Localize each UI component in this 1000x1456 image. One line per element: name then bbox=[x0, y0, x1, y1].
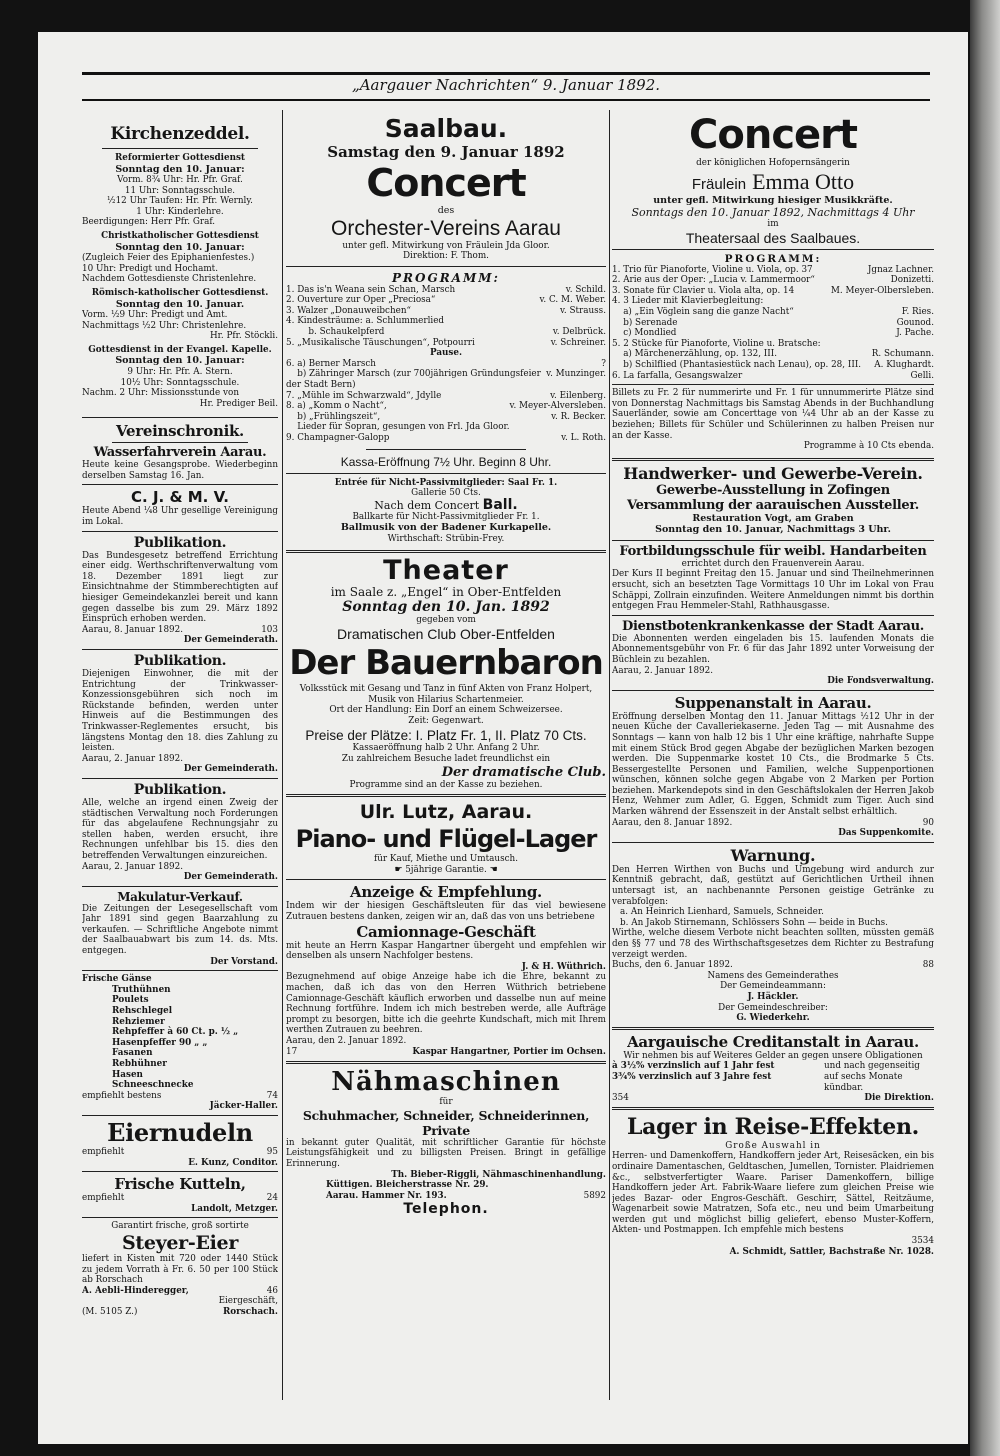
program-title: 5. 2 Stücke für Pianoforte, Violine u. Bratsche: bbox=[612, 338, 821, 349]
saalbau-title: Saalbau. bbox=[384, 114, 508, 143]
ref-date: Sonntag den 10. Januar: bbox=[115, 163, 245, 175]
ballmusik-line: Ballmusik von der Badener Kurkapelle. bbox=[340, 522, 552, 534]
warnung-s1: J. Häckler. bbox=[747, 991, 799, 1002]
program-composer: v. Schreiner. bbox=[550, 337, 606, 348]
program-item bbox=[612, 328, 934, 339]
page-edge bbox=[970, 0, 1000, 1456]
publikation-text: Diejenigen Einwohner, die mit der Entrichtung der Trinkwasser-Konzessionsgebühren sich noch im Rückstande befinden, werden unter Hinweis auf die Bestimmungen des Trinkwasser-Reglementes ersucht, bis längstens Montag den 18. dies Zahlung zu leisten. bbox=[82, 669, 278, 754]
warnung-schreiber: Der Gemeindeschreiber: bbox=[718, 1002, 828, 1013]
theater-ort: Ort der Handlung: Ein Dorf an einem Schweizersee. bbox=[329, 705, 563, 716]
program-title: 8. a) „Komm o Nacht“, bbox=[286, 401, 387, 412]
divider bbox=[82, 970, 278, 971]
orchester-name: Orchester-Vereins Aarau bbox=[331, 216, 561, 240]
wasserfahr-text: Heute keine Gesangsprobe. Wiederbeginn derselben Samstag 16. Jan. bbox=[82, 460, 278, 481]
suppen-title: Suppenanstalt in Aarau. bbox=[674, 693, 872, 712]
credit-text: Wir nehmen bis auf Weiteres Gelder an gegen unsere Obligationen bbox=[623, 1050, 923, 1061]
program-item bbox=[286, 401, 606, 412]
ball-label: Ball. bbox=[482, 496, 518, 513]
program-title: 2. Ouverture zur Oper „Preciosa“ bbox=[286, 295, 436, 306]
chr-title: Christkatholischer Gottesdienst bbox=[101, 231, 259, 242]
dienstboten-title: Dienstbotenkrankenkasse der Stadt Aarau. bbox=[621, 618, 924, 634]
ref-line: 11 Uhr: Sonntagsschule. bbox=[124, 185, 236, 196]
reise-sub: Große Auswahl in bbox=[725, 1140, 821, 1151]
theater-desc: Volksstück mit Gesang und Tanz in fünf Akten von Franz Holpert, Musik von Hilarius Schartenmeier. bbox=[299, 684, 593, 705]
chr-line: Nachdem Gottesdienste Christenlehre. bbox=[82, 274, 257, 285]
wild-item: Schneeschnecke bbox=[112, 1080, 194, 1091]
chr-line: 10 Uhr: Predigt und Hochamt. bbox=[82, 263, 219, 274]
saalbau-date: Samstag den 9. Januar 1892 bbox=[327, 143, 565, 161]
program-composer: F. Ries. bbox=[901, 307, 934, 318]
hand-pointer-icon: ☚ bbox=[489, 864, 498, 875]
left-column bbox=[82, 110, 278, 1400]
nach-concert: Nach dem Concert bbox=[374, 498, 480, 512]
ad-number: 354 bbox=[612, 1093, 629, 1104]
program-title: a) Märchenerzählung, op. 132, III. bbox=[612, 349, 778, 360]
concert-programme: Programme à 10 Cts ebenda. bbox=[803, 441, 934, 452]
theater-where: im Saale z. „Engel“ in Ober-Entfelden bbox=[330, 585, 562, 600]
program-item bbox=[612, 307, 934, 318]
divider bbox=[612, 1107, 934, 1110]
ad-number: 46 bbox=[266, 1285, 278, 1296]
warnung-a: a. An Heinrich Lienhard, Samuels, Schneider. bbox=[620, 907, 824, 918]
saalbau-concert: Concert bbox=[366, 161, 526, 205]
chr-line: (Zugleich Feier des Epiphanienfestes.) bbox=[82, 253, 255, 264]
ad-number: 3534 bbox=[911, 1236, 934, 1247]
program-composer: Gelli. bbox=[910, 370, 934, 381]
rk-title: Römisch-katholischer Gottesdienst. bbox=[91, 287, 269, 298]
program-title: 2. Arie aus der Oper: „Lucia v. Lammermoor“ bbox=[612, 275, 815, 286]
saalbau-program bbox=[286, 285, 606, 349]
fortbildung-text: Der Kurs II beginnt Freitag den 15. Januar und sind Theilnehmerinnen ersucht, sich an besetzten Tage Vormittags 10 Uhr im Lokal von Frau Schäppi, Zollrain einzufinden. Weitere Anmeldungen nimmt bis dorthin entgegen Frau Hemmeler-Stahl, Rathhausgasse. bbox=[612, 569, 934, 612]
concert-im: im bbox=[767, 219, 779, 230]
chr-date: Sonntag den 10. Januar: bbox=[115, 241, 245, 253]
vereinschronik-title: Vereinschronik. bbox=[116, 422, 244, 441]
program-title: b. Schaukelpferd bbox=[286, 327, 385, 338]
naehmaschinen-title: Nähmaschinen bbox=[331, 1067, 561, 1098]
anzeige-text1: Indem wir der hiesigen Geschäftsleuten für das viel bewiesene Zutrauen bestens danken, zeigen wir an, daß das von uns betriebene bbox=[286, 901, 606, 922]
telephon-label: Telephon. bbox=[403, 1201, 489, 1218]
lutz-garantie: 5jährige Garantie. bbox=[405, 864, 487, 875]
suppen-sig: Das Suppenkomite. bbox=[838, 828, 934, 839]
reise-text: Herren- und Damenkoffern, Handkoffern jeder Art, Reisesäcken, ein bis ordinaire Damentaschen, Geldtaschen, Jumellen, Tornister. Plaidriemen &c., selbstverfertigter Waare. Pariser Damenkoffern, billige Handkoffern jeder Art. Fabrik-Waare liefere zum gleichen Preise wie jedes Bazar- oder Engros-Geschäft. Geschirr, Sättel, Reitzäume, Wagenarbeit sowie Matratzen, Sofa etc., neu und beim Umarbeitung werden gut und möglichst billig geliefert, ebenso Muster-Koffern, Akten- und Postmappen. Ich empfehle mich bestens bbox=[612, 1151, 934, 1236]
program-item bbox=[612, 275, 934, 286]
reise-sig: A. Schmidt, Sattler, Bachstraße Nr. 1028. bbox=[729, 1246, 934, 1257]
program-composer: v. Delbrück. bbox=[552, 327, 606, 338]
anzeige-sig2: Kaspar Hangartner, Portier im Ochsen. bbox=[412, 1046, 606, 1057]
program-title: b) Serenade bbox=[612, 317, 678, 328]
camionnage-title: Camionnage-Geschäft bbox=[356, 922, 536, 941]
program-item bbox=[286, 316, 606, 327]
kutteln-tail: empfiehlt bbox=[82, 1193, 125, 1204]
eiernudeln-title: Eiernudeln bbox=[107, 1117, 253, 1147]
program-title: 1. Das is'n Weana sein Schan, Marsch bbox=[286, 284, 456, 295]
entree-line: Entrée für Nicht-Passivmitglieder: Saal Fr. 1. bbox=[334, 477, 558, 488]
theater-date: Sonntag den 10. Jan. 1892 bbox=[342, 599, 550, 616]
wild-item: Rebhühner bbox=[112, 1059, 167, 1069]
lutz-title: Piano- und Flügel-Lager bbox=[295, 825, 597, 854]
program-composer: M. Meyer-Olbersleben. bbox=[830, 285, 934, 296]
ad-number: 74 bbox=[266, 1090, 278, 1101]
program-composer: v. Schild. bbox=[565, 284, 606, 295]
program-item bbox=[286, 306, 606, 317]
rk-line: Hr. Pfr. Stöckli. bbox=[209, 331, 278, 342]
dienstboten-date: Aarau, 2. Januar 1892. bbox=[612, 665, 714, 676]
divider bbox=[82, 484, 278, 485]
concert-billets: Billets zu Fr. 2 für nummerirte und Fr. 1 für unnummerirte Plätze sind von Donnerstag Nachmittags bis Samstag Abends in der Buchhandlung Sauerländer, sowie am Concerttage von ¼4 Uhr ab an der Kasse zu beziehen; Billets für Schüler und Schülerinnen zu halben Preisen nur an der Kasse. bbox=[612, 388, 934, 441]
publikation-text: Alle, welche an irgend einen Zweig der städtischen Verwaltung noch Forderungen für das abgelaufene Rechnungsjahr zu stellen haben, werden ersucht, ihre Rechnungen unfehlbar bis 15. dies den betreffenden Verwaltungen einzureichen. bbox=[82, 797, 278, 861]
anzeige-text3: Bezugnehmend auf obige Anzeige habe ich die Ehre, bekannt zu machen, daß ich das von den Herren Wüthrich betriebene Camionnage-Geschäft käuflich erworben und dasselbe nun auf meine Rechnung fortführe. Indem ich mich bestreben werde, alle Aufträge prompt zu besorgen, bitte ich die geehrte Kundschaft, mich mit Ihrem werthen Zutrauen zu beehren. bbox=[286, 972, 606, 1036]
warnung-date: Buchs, den 6. Januar 1892. bbox=[612, 960, 733, 971]
divider bbox=[612, 540, 934, 541]
naehmaschinen-sig: Th. Bieber-Riggli, Nähmaschinenhandlung. bbox=[391, 1169, 606, 1180]
program-title: 6. La farfalla, Gesangswalzer bbox=[612, 370, 743, 381]
program-title: b) Schilflied (Phantasiestück nach Lenau), op. 28, III. bbox=[612, 360, 862, 371]
rk-date: Sonntag den 10. Januar. bbox=[115, 298, 245, 310]
right-column bbox=[612, 110, 934, 1400]
program-title: 9. Champagner-Galopp bbox=[286, 433, 390, 443]
program-composer: v. C. M. Weber. bbox=[539, 295, 606, 306]
divider bbox=[82, 1115, 278, 1116]
saalbau-mitwirkung: unter gefl. Mitwirkung von Fräulein Jda Gloor. bbox=[342, 240, 550, 251]
program-title: b) Zähringer Marsch (zur 700jährigen Gründungsfeier der Stadt Bern) bbox=[286, 369, 544, 391]
hgv-title: Handwerker- und Gewerbe-Verein. bbox=[623, 463, 923, 483]
makulatur-signature: Der Vorstand. bbox=[210, 956, 278, 967]
ev-date: Sonntag den 10. Januar: bbox=[115, 355, 245, 367]
cjmv-text: Heute Abend ¼8 Uhr gesellige Vereinigung im Lokal. bbox=[82, 506, 278, 528]
program-item bbox=[612, 371, 934, 382]
divider bbox=[82, 649, 278, 650]
kutteln-title: Frische Kutteln, bbox=[114, 1175, 246, 1194]
program-item bbox=[286, 295, 606, 306]
concert-venue: Theatersaal des Saalbaues. bbox=[685, 229, 861, 246]
saalbau-program-2 bbox=[286, 359, 606, 444]
steyer-intro: Garantirt frische, groß sortirte bbox=[111, 1221, 249, 1232]
steyer-title: Steyer-Eier bbox=[121, 1231, 239, 1254]
lutz-sub: für Kauf, Miethe und Umtausch. bbox=[373, 854, 519, 865]
ballkarte-line: Ballkarte für Nicht-Passivmitglieder Fr. 1. bbox=[352, 511, 540, 522]
program-item bbox=[286, 285, 606, 296]
lutz-name: Ulr. Lutz, Aarau. bbox=[359, 801, 533, 824]
program-item bbox=[612, 265, 934, 276]
theater-club: Dramatischen Club Ober-Entfelden bbox=[337, 626, 555, 643]
kutteln-signature: Landolt, Metzger. bbox=[191, 1203, 278, 1214]
makulatur-text: Die Zeitungen der Lesegesellschaft vom Jahr 1891 sind gegen Baarzahlung zu verkaufen. — Schriftliche Angebote nimmt der Saalbauabwart bis zum 14. ds. Mts. entgegen. bbox=[82, 903, 278, 957]
concert-name: Emma Otto bbox=[752, 168, 855, 194]
warnung-text2: Wirthe, welche diesem Verbote nicht beachten sollten, müssten gemäß den §§ 77 und 78 des Wirthschaftsgesetzes dem Richter zu Bestrafung verzeigt werden. bbox=[612, 928, 934, 960]
divider bbox=[286, 879, 606, 880]
ev-line: Nachm. 2 Uhr: Missionsstunde von bbox=[82, 388, 239, 399]
theater-ladet: Zu zahlreichem Besuche ladet freundlichst ein bbox=[341, 754, 551, 765]
fortbildung-title: Fortbildungsschule für weibl. Handarbeiten bbox=[619, 543, 927, 559]
publikation-text: Das Bundesgesetz betreffend Errichtung einer eidg. Werthschriftenverwaltung vom 18. Dezember 1891 liegt zur Einsichtnahme der Stimmberechtigten auf hiesiger Gemeindekanzlei bereit und kann gegen dasselbe bis zum 29. März 1892 Einsprüch erhoben werden. bbox=[82, 550, 278, 625]
program-title: 1. Trio für Pianoforte, Violine u. Viola, op. 37 bbox=[612, 264, 813, 275]
kirchenzeddel-title: Kirchenzeddel. bbox=[110, 124, 250, 144]
middle-column bbox=[286, 110, 606, 1400]
wasserfahr-title: Wasserfahrverein Aarau. bbox=[93, 445, 267, 461]
publikation-date: Aarau, 2. Januar 1892. bbox=[82, 861, 184, 872]
publikation-signature: Der Gemeinderath. bbox=[183, 635, 278, 646]
ad-number: 103 bbox=[261, 624, 278, 635]
program-composer: v. Munzinger. bbox=[546, 369, 606, 380]
program-item bbox=[286, 422, 606, 433]
divider bbox=[112, 442, 248, 443]
program-item bbox=[612, 349, 934, 360]
anzeige-title: Anzeige & Empfehlung. bbox=[350, 883, 542, 902]
publikation-title: Publikation. bbox=[133, 781, 227, 798]
divider bbox=[82, 417, 278, 418]
program-composer: J. Pache. bbox=[896, 328, 934, 339]
concert-mitwirkung: unter gefl. Mitwirkung hiesiger Musikkräfte. bbox=[653, 194, 893, 206]
suppen-date: Aarau, den 8. Januar 1892. bbox=[612, 817, 733, 828]
rk-line: Vorm. ½9 Uhr: Predigt und Amt. bbox=[82, 310, 228, 321]
divider bbox=[82, 1217, 278, 1218]
naehmaschinen-addr1: Küttigen. Bleicherstrasse Nr. 29. bbox=[326, 1180, 489, 1191]
ev-title: Gottesdienst in der Evangel. Kapelle. bbox=[88, 344, 272, 355]
rk-line: Nachmittags ½2 Uhr: Christenlehre. bbox=[82, 320, 247, 331]
program-composer: ? bbox=[601, 358, 606, 369]
ref-title: Reformierter Gottesdienst bbox=[115, 153, 245, 163]
theater-programme: Programme sind an der Kasse zu beziehen. bbox=[349, 779, 543, 790]
program-item bbox=[612, 296, 934, 307]
divider bbox=[82, 531, 278, 532]
divider bbox=[286, 266, 606, 267]
program-item bbox=[612, 360, 934, 371]
divider bbox=[366, 449, 526, 450]
theater-title: Theater bbox=[383, 555, 509, 587]
ref-line: ½12 Uhr Taufen: Hr. Pfr. Wernly. bbox=[107, 196, 253, 207]
program-title: 6. a) Berner Marsch bbox=[286, 358, 376, 369]
program-item bbox=[286, 359, 606, 370]
program-composer: A. Klughardt. bbox=[874, 360, 934, 371]
program-item bbox=[612, 339, 934, 350]
divider bbox=[102, 148, 258, 149]
publikation-title: Publikation. bbox=[133, 653, 227, 669]
theater-signature: Der dramatische Club. bbox=[441, 764, 606, 780]
program-title: Lieder für Sopran, gesungen von Frl. Jda Gloor. bbox=[286, 422, 510, 433]
steyer-sig1: A. Aebli-Hinderegger, bbox=[82, 1285, 189, 1296]
ev-line: 9 Uhr: Hr. Pfr. A. Stern. bbox=[127, 366, 233, 377]
publikation-signature: Der Gemeinderath. bbox=[183, 872, 278, 883]
warnung-namens: Namens des Gemeinderathes bbox=[707, 970, 839, 981]
ad-number: 95 bbox=[266, 1146, 278, 1157]
program-title: c) Mondlied bbox=[612, 328, 677, 339]
ref-line: Beerdigungen: Herr Pfr. Graf. bbox=[82, 217, 216, 228]
theater-kasse: Kassaeröffnung halb 2 Uhr. Anfang 2 Uhr. bbox=[352, 743, 540, 754]
programm-title: PROGRAMM: bbox=[392, 270, 500, 285]
divider bbox=[612, 1027, 934, 1030]
hgv-sub: Gewerbe-Ausstellung in Zofingen bbox=[656, 482, 890, 498]
program-composer: v. Meyer-Alversleben. bbox=[509, 401, 606, 412]
dienstboten-text: Die Abonnenten werden eingeladen bis 15. laufenden Monats die Abonnementsgebühr von Fr. 6 für das Jahr 1892 unter Vorweisung der Büchlein zu bezahlen. bbox=[612, 633, 934, 665]
program-title: 7. „Mühle im Schwarzwald“, Jdylle bbox=[286, 390, 442, 401]
program-item bbox=[286, 433, 606, 444]
credit-sig: Die Direktion. bbox=[864, 1093, 934, 1104]
program-title: 3. Walzer „Donauweibchen“ bbox=[286, 305, 411, 316]
divider bbox=[82, 778, 278, 779]
theater-given: gegeben vom bbox=[416, 615, 476, 626]
divider bbox=[612, 384, 934, 385]
steyer-sig2: Eiergeschäft, bbox=[218, 1296, 278, 1307]
saalbau-des: des bbox=[437, 205, 455, 216]
program-title: b) „Frühlingszeit“, bbox=[286, 411, 381, 422]
concert-name-pre: Fräulein bbox=[691, 175, 747, 193]
ref-line: Vorm. 8¾ Uhr: Hr. Pfr. Graf. bbox=[117, 175, 243, 186]
publikation-signature: Der Gemeinderath. bbox=[183, 764, 278, 775]
ev-line: Hr. Prediger Beil. bbox=[199, 398, 278, 409]
wild-signature: Jäcker-Haller. bbox=[209, 1101, 278, 1112]
column-divider-right bbox=[609, 110, 610, 1400]
divider bbox=[82, 1171, 278, 1172]
program-item bbox=[286, 338, 606, 349]
publikation-date: Aarau, 8. Januar 1892. bbox=[82, 624, 184, 635]
program-composer: v. Strauss. bbox=[559, 305, 606, 316]
suppen-text: Eröffnung derselben Montag den 11. Januar Mittags ½12 Uhr in der neuen Küche der Cavalleriekaserne. Jeden Tag — mit Ausnahme des Sonntags — kann von halb 12 bis 1 Uhr eine kräftige, nahrhafte Suppe mit einem Stück Brod gegen Abgabe der bezüglichen Marken bezogen werden. Die Suppenmarke kostet 10 Cts., die Brodmarke 5 Cts. Bessergestellte Personen und Familien, welche Suppenportionen wünschen, können solche gegen Abgabe von 2 Marken per Portion beziehen. Markendepots sind in den Geschäftslokalen der Herren Jakob Henz, Wehmer zum Adler, G. Eggen, Schmidt zum Tiger. Auch sind Marken während der Essenszeit in der Anstalt selbst erhältlich. bbox=[612, 711, 934, 818]
eiernudeln-tail: empfiehlt bbox=[82, 1146, 125, 1157]
hgv-date: Sonntag den 10. Januar, Nachmittags 3 Uhr. bbox=[655, 524, 891, 536]
credit-title: Aargauische Creditanstalt in Aarau. bbox=[627, 1032, 919, 1051]
ad-number: 24 bbox=[266, 1193, 278, 1204]
program-title: 4. 3 Lieder mit Klavierbegleitung: bbox=[612, 296, 764, 307]
wild-item: Fasanen bbox=[112, 1048, 153, 1059]
header-top-rule bbox=[82, 72, 930, 75]
warnung-text: Den Herren Wirthen von Buchs und Umgebung wird andurch zur Kenntniß gebracht, daß, gestützt auf Gerichtlichen Urtheil ihnen untersagt ist, an nachbenannte Personen geistige Getränke zu verabfolgen: bbox=[612, 864, 934, 907]
makulatur-title: Makulatur-Verkauf. bbox=[117, 889, 243, 904]
fortbildung-sub: errichtet durch den Frauenverein Aarau. bbox=[681, 558, 865, 569]
warnung-s2: G. Wiederkehr. bbox=[736, 1013, 810, 1024]
divider bbox=[612, 615, 934, 616]
naehmaschinen-addr2: Aarau. Hammer Nr. 193. bbox=[326, 1190, 447, 1201]
concert-program bbox=[612, 265, 934, 382]
concert-programm-title: PROGRAMM: bbox=[724, 252, 822, 265]
ad-number: 17 bbox=[286, 1046, 298, 1057]
cjmv-title: C. J. & M. V. bbox=[131, 488, 229, 507]
kassa-line: Kassa-Eröffnung 7½ Uhr. Beginn 8 Uhr. bbox=[340, 454, 552, 469]
program-composer: Gounod. bbox=[896, 317, 934, 328]
credit-rate1: à 3½% verzinslich auf 1 Jahr fest bbox=[612, 1061, 775, 1072]
ref-line: 1 Uhr: Kinderlehre. bbox=[136, 206, 224, 217]
naehmaschinen-who: Schuhmacher, Schneider, Schneiderinnen, Private bbox=[302, 1107, 590, 1138]
ad-number: 88 bbox=[922, 960, 934, 971]
program-item bbox=[612, 286, 934, 297]
wild-tail: empfiehlt bestens bbox=[82, 1090, 162, 1101]
concert-title: Concert bbox=[689, 112, 857, 158]
hgv-place: Restauration Vogt, am Graben bbox=[692, 512, 854, 524]
program-title: a) „Ein Vöglein sang die ganze Nacht“ bbox=[612, 307, 794, 318]
wirthschaft-line: Wirthschaft: Strübin-Frey. bbox=[387, 533, 505, 544]
eiernudeln-signature: E. Kunz, Conditor. bbox=[188, 1157, 278, 1168]
naehmaschinen-fuer: für bbox=[439, 1097, 453, 1108]
wild-intro: Frische Gänse bbox=[82, 974, 152, 985]
program-title: 5. „Musikalische Täuschungen“, Potpourri bbox=[286, 337, 475, 348]
page-header: „Aargauer Nachrichten“ 9. Januar 1892. bbox=[351, 76, 661, 94]
wild-item: Truthühnen bbox=[112, 984, 171, 995]
credit-rate2: 3¾% verzinslich auf 3 Jahre fest bbox=[612, 1071, 772, 1082]
publikation-title: Publikation. bbox=[133, 534, 227, 551]
saalbau-direktion: Direktion: F. Thom. bbox=[403, 251, 489, 262]
warnung-title: Warnung. bbox=[730, 845, 816, 865]
program-composer: v. Eilenberg. bbox=[550, 390, 606, 401]
warnung-b: b. An Jakob Stirnemann, Schlössers Sohn — beide in Buchs. bbox=[620, 917, 888, 928]
hand-pointer-icon: ☛ bbox=[394, 864, 403, 875]
concert-der: der königlichen Hofopernsängerin bbox=[696, 158, 850, 168]
naehmaschinen-text: in bekannt guter Qualität, mit schriftlicher Garantie für höchste Leistungsfähigkeit und zu billigsten Preisen. Bringt in gefällige Erinnerung. bbox=[286, 1137, 606, 1169]
program-title: 3. Sonate für Clavier u. Viola alta, op. 14 bbox=[612, 285, 795, 296]
wild-item: Hasenpfeffer 90 „ „ bbox=[112, 1037, 208, 1048]
publikation-date: Aarau, 2. Januar 1892. bbox=[82, 753, 184, 764]
reise-title: Lager in Reise-Effekten. bbox=[626, 1113, 920, 1140]
steyer-text: liefert in Kisten mit 720 oder 1440 Stück zu jedem Vorrath à Fr. 6. 50 per 100 Stück ab Rorschach bbox=[82, 1253, 278, 1286]
anzeige-sig1: J. & H. Wüthrich. bbox=[521, 961, 606, 972]
program-title: 4. Kindesträume: a. Schlummerlied bbox=[286, 316, 445, 327]
credit-side: und nach gegenseitig auf sechs Monate kündbar. bbox=[824, 1061, 920, 1093]
anzeige-date: Aarau, den 2. Januar 1892. bbox=[286, 1035, 407, 1046]
header-bottom-rule bbox=[82, 99, 930, 101]
dienstboten-sig: Die Fondsverwaltung. bbox=[827, 676, 934, 687]
wild-item: Hasen bbox=[112, 1069, 143, 1080]
divider bbox=[286, 1061, 606, 1064]
program-item bbox=[286, 391, 606, 402]
program-item bbox=[286, 369, 606, 390]
theater-zeit: Zeit: Gegenwart. bbox=[408, 715, 484, 726]
anzeige-text2: mit heute an Herrn Kaspar Hangartner übergeht und empfehlen wir denselben als unsern Nachfolger bestens. bbox=[286, 940, 606, 962]
divider bbox=[612, 690, 934, 691]
theater-preise: Preise der Plätze: I. Platz Fr. 1, II. Platz 70 Cts. bbox=[305, 728, 587, 744]
program-composer: Jgnaz Lachner. bbox=[867, 264, 934, 275]
steyer-code: (M. 5105 Z.) bbox=[82, 1306, 138, 1317]
theater-play: Der Bauernbaron bbox=[289, 643, 603, 684]
divider bbox=[612, 249, 934, 250]
program-composer: R. Schumann. bbox=[871, 349, 934, 360]
program-item bbox=[286, 327, 606, 338]
program-composer: Donizetti. bbox=[890, 275, 934, 286]
ad-number: 90 bbox=[922, 817, 934, 828]
wild-item: Rehschlegel bbox=[112, 1006, 173, 1017]
steyer-sig3: Rorschach. bbox=[222, 1306, 278, 1317]
divider bbox=[286, 794, 606, 797]
wild-item: Rehziemer bbox=[112, 1016, 165, 1027]
divider bbox=[82, 886, 278, 887]
wild-item: Rehpfeffer à 60 Ct. p. ½ „ bbox=[112, 1027, 239, 1038]
program-item bbox=[286, 412, 606, 423]
divider bbox=[286, 550, 606, 553]
ev-line: 10½ Uhr: Sonntagsschule. bbox=[120, 377, 240, 388]
divider bbox=[612, 458, 934, 461]
program-item bbox=[612, 318, 934, 329]
divider bbox=[286, 473, 606, 474]
ad-number: 5892 bbox=[583, 1190, 606, 1201]
pause-label: Pause. bbox=[429, 348, 463, 359]
hgv-sub2: Versammlung der aarauischen Aussteller. bbox=[627, 497, 919, 513]
warnung-ammann: Der Gemeindeammann: bbox=[720, 981, 826, 992]
column-divider-left bbox=[282, 110, 283, 1400]
program-composer: v. L. Roth. bbox=[561, 433, 606, 443]
divider bbox=[612, 842, 934, 843]
program-composer: v. R. Becker. bbox=[551, 411, 606, 422]
gallerie-line: Gallerie 50 Cts. bbox=[411, 488, 481, 499]
wild-item: Poulets bbox=[112, 995, 149, 1006]
concert-date: Sonntags den 10. Januar 1892, Nachmittags 4 Uhr bbox=[631, 206, 915, 220]
